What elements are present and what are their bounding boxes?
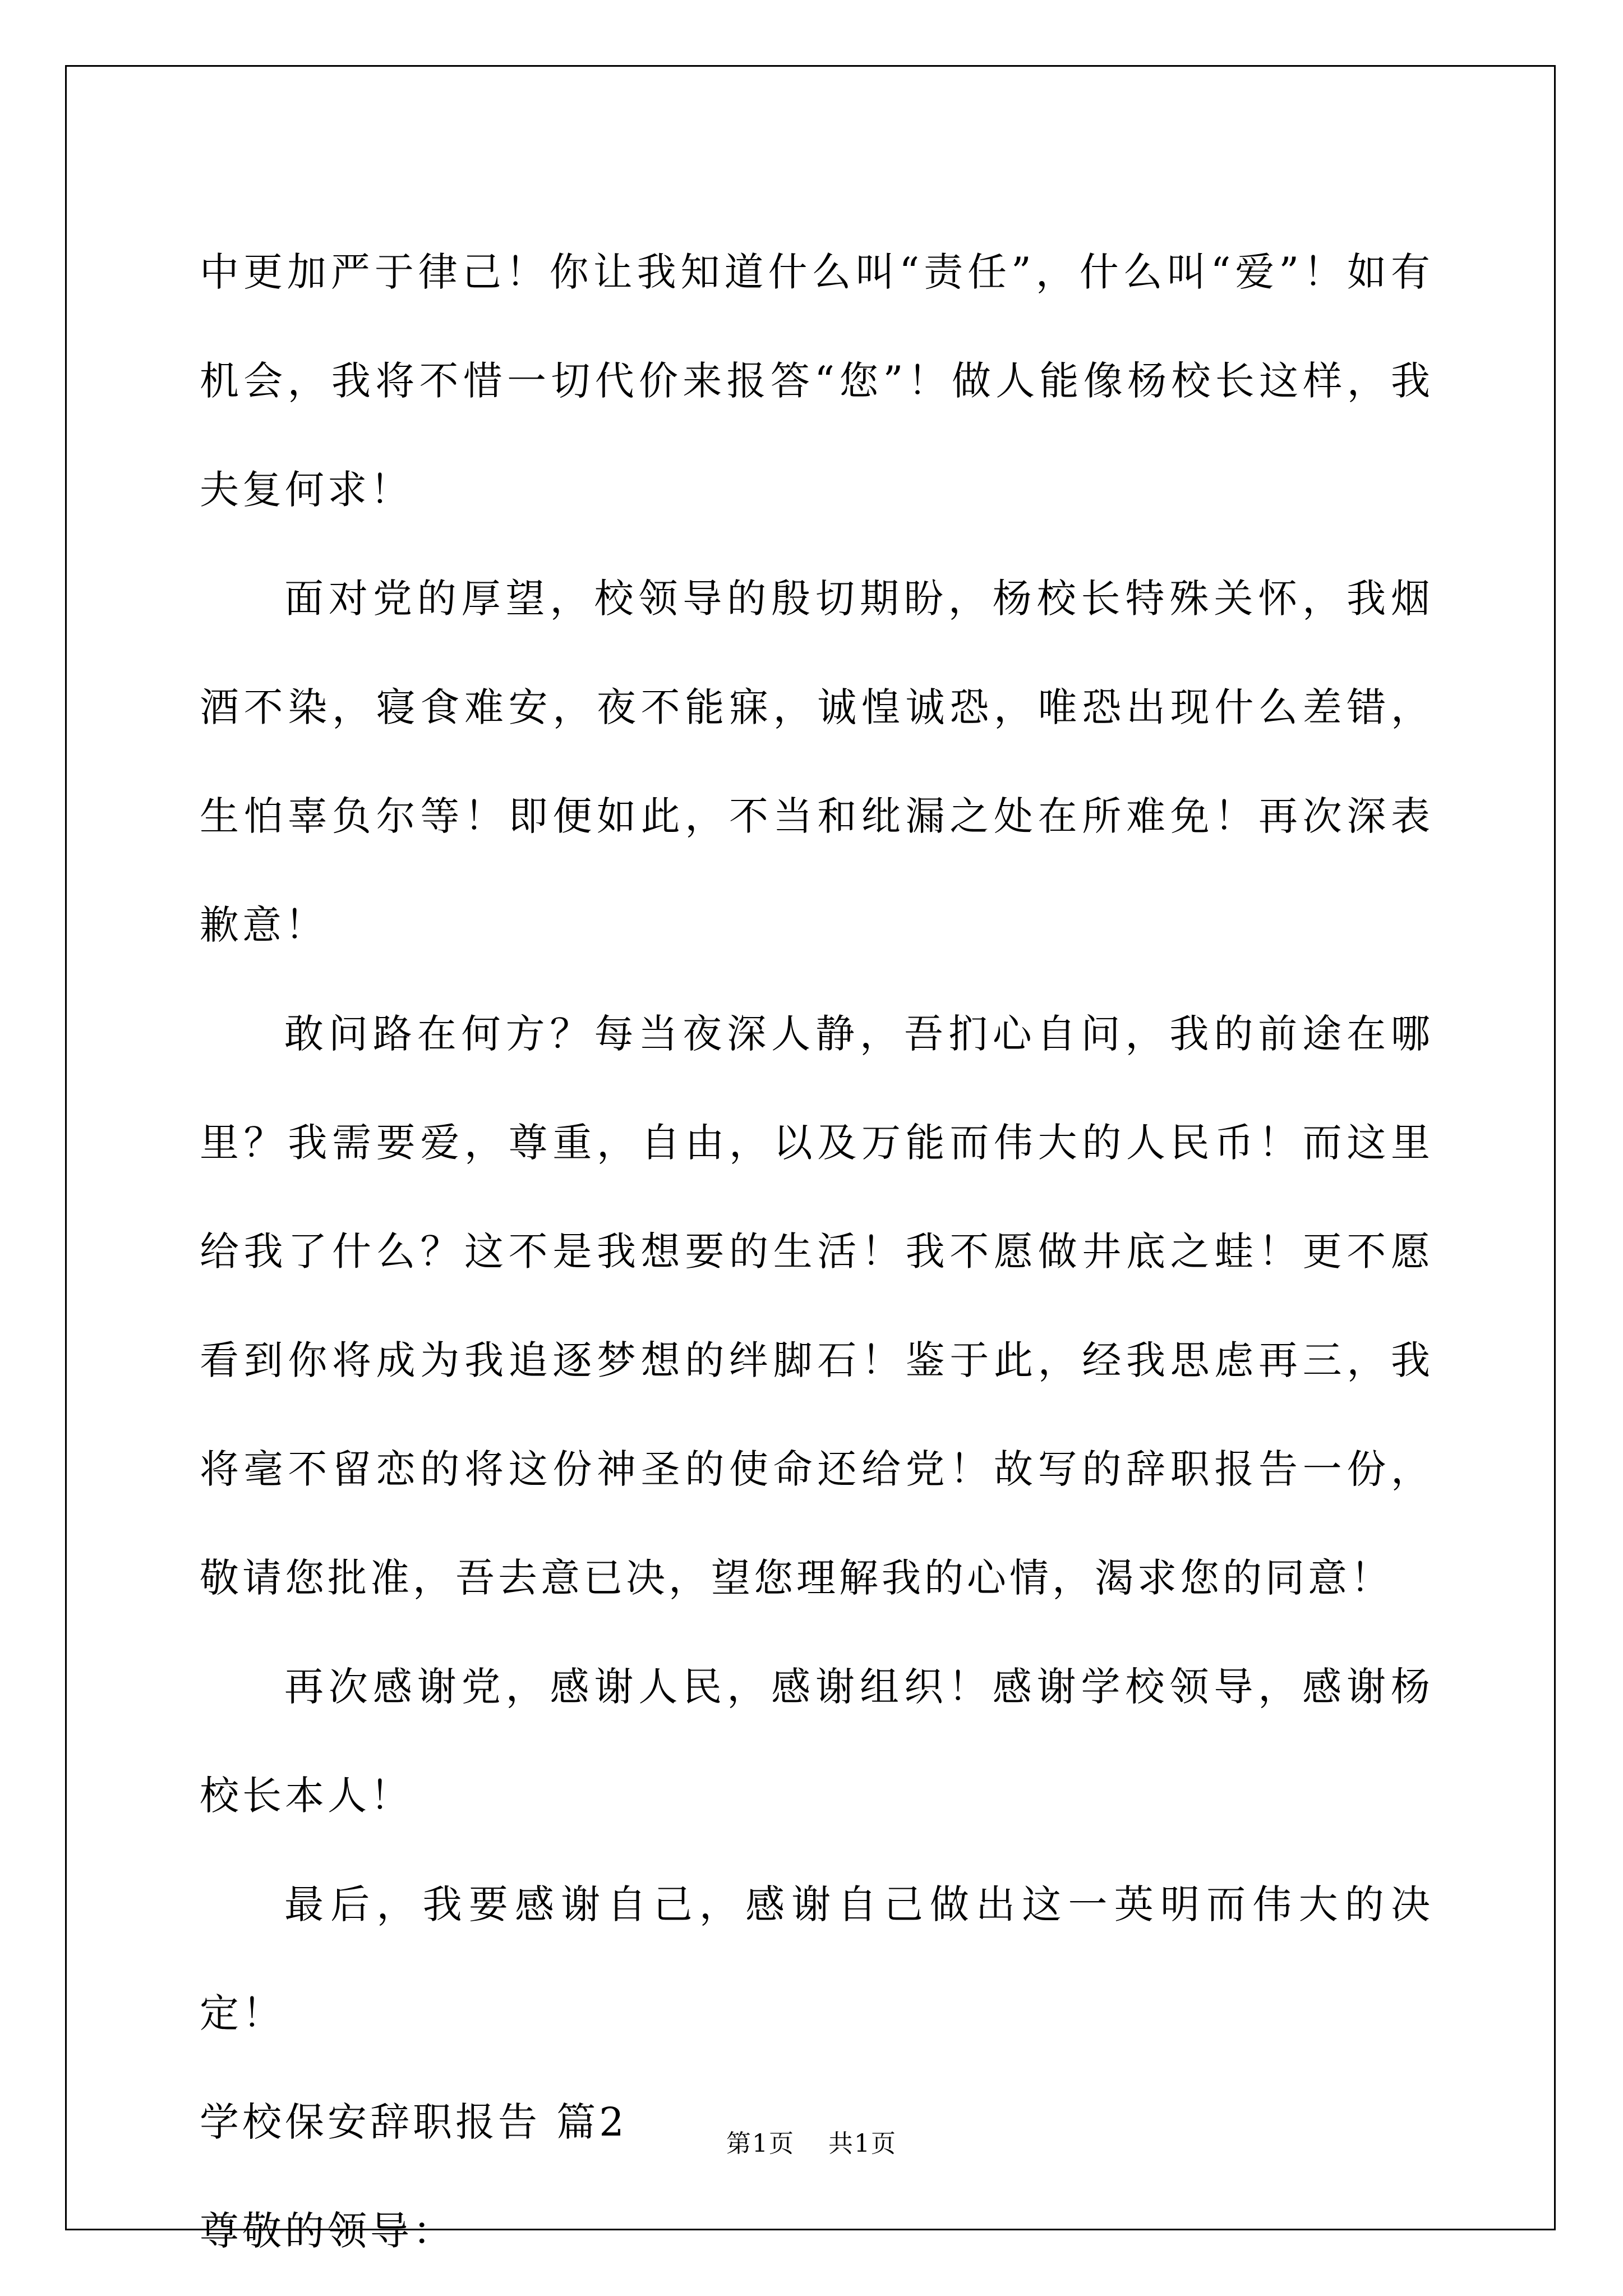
paragraph-5: 最后，我要感谢自己，感谢自己做出这一英明而伟大的决定！: [200, 1881, 1433, 2036]
page-number: 第1页: [726, 2129, 795, 2158]
paragraph-4: 再次感谢党，感谢人民，感谢组织！感谢学校领导，感谢杨校长本人！: [200, 1664, 1433, 1819]
paragraph-3: 敢问路在何方？每当夜深人静，吾扪心自问，我的前途在哪里？我需要爱，尊重，自由，以及万能而伟大的人民币！而这里给我了什么？这不是我想要的生活！我不愿做井底之蛙！更不愿看到你将成为我追逐梦想的绊脚石！鉴于此，经我思虑再三，我将毫不留恋的将这份神圣的使命还给党！故写的辞职报告一份，敬请您批准，吾去意已决，望您理解我的心情，渴求您的同意！: [200, 1011, 1433, 1601]
section-title: 学校保安辞职报告 篇2: [200, 2099, 628, 2145]
paragraph-2: 面对党的厚望，校领导的殷切期盼，杨校长特殊关怀，我烟酒不染，寝食难安，夜不能寐，诚惶诚恐，唯恐出现什么差错，生怕辜负尔等！即便如此，不当和纰漏之处在所难免！再次深表歉意！: [200, 576, 1433, 948]
page-total: 共1页: [828, 2129, 897, 2158]
document-body: [200, 218, 1433, 2285]
paragraph-1: 中更加严于律己！你让我知道什么叫“责任”，什么叫“爱”！如有机会，我将不惜一切代价来报答“您”！做人能像杨校长这样，我夫复何求！: [200, 249, 1433, 513]
page-footer: [0, 2123, 1623, 2159]
salutation: 尊敬的领导：: [200, 2208, 455, 2254]
